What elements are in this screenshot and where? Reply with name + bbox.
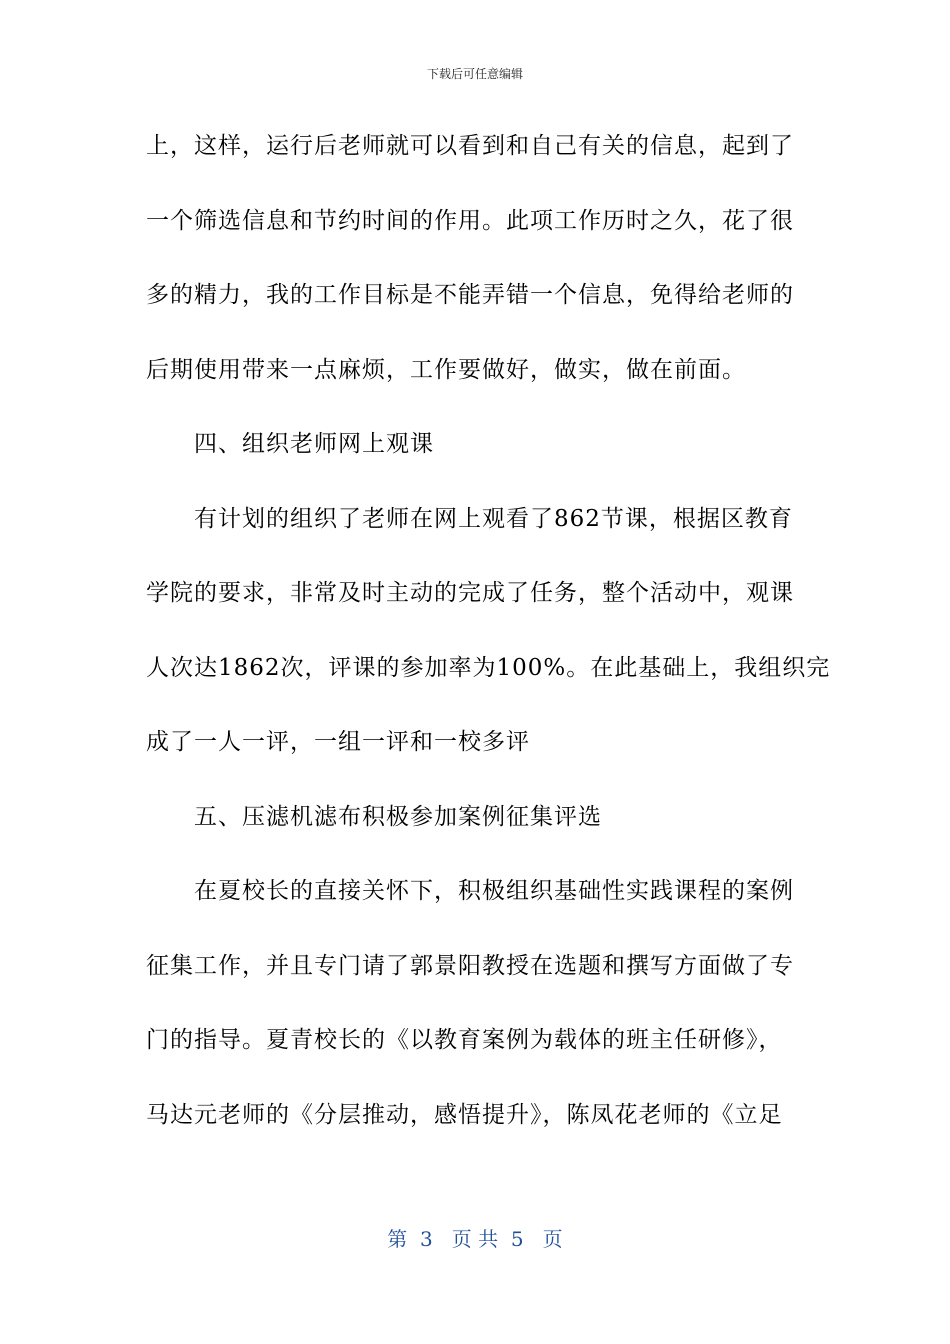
paragraph-line: 有计划的组织了老师在网上观看了862节课，根据区教育 xyxy=(194,505,793,532)
page-header: 下载后可任意编辑 xyxy=(426,67,523,81)
paragraph-line: 上，这样，运行后老师就可以看到和自己有关的信息，起到了 xyxy=(146,133,794,159)
paragraph-line: 学院的要求，非常及时主动的完成了任务，整个活动中，观课 xyxy=(146,580,794,606)
paragraph-line: 后期使用带来一点麻烦，工作要做好，做实，做在前面。 xyxy=(146,356,746,383)
paragraph-line: 征集工作，并且专门请了郭景阳教授在选题和撰写方面做了专 xyxy=(146,952,794,979)
paragraph-line: 在夏校长的直接关怀下，积极组织基础性实践课程的案例 xyxy=(194,878,794,904)
page-number-footer: 第 3 页 共 5 页 xyxy=(387,1227,563,1251)
section-heading: 五、压滤机滤布积极参加案例征集评选 xyxy=(194,803,602,830)
document-body xyxy=(146,124,831,1167)
paragraph-line: 成了一人一评，一组一评和一校多评 xyxy=(146,729,530,755)
paragraph-line: 人次达1862次，评课的参加率为100%。在此基础上，我组织完 xyxy=(146,654,831,681)
paragraph-line: 马达元老师的《分层推动，感悟提升》，陈凤花老师的《立足 xyxy=(146,1101,783,1128)
section-heading: 四、组织老师网上观课 xyxy=(194,431,434,457)
paragraph-line: 多的精力，我的工作目标是不能弄错一个信息，免得给老师的 xyxy=(146,282,794,308)
paragraph-line: 门的指导。夏青校长的《以教育案例为载体的班主任研修》， xyxy=(146,1027,783,1053)
paragraph-line: 一个筛选信息和节约时间的作用。此项工作历时之久，花了很 xyxy=(146,207,794,234)
